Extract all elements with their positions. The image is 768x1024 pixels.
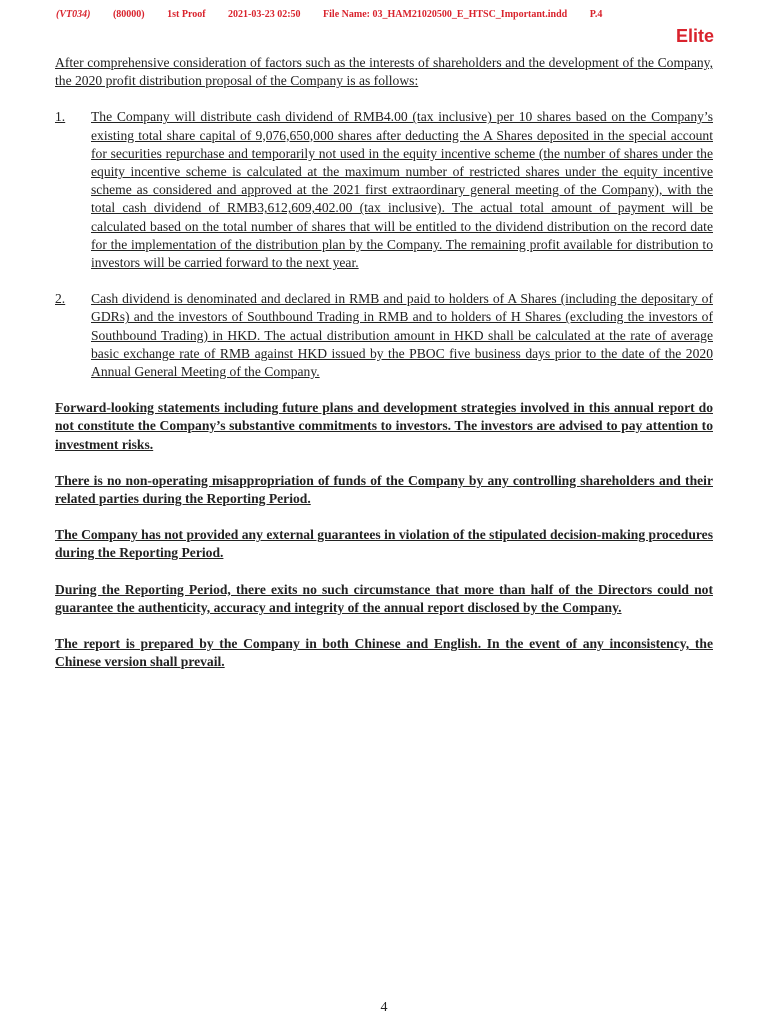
language-statement [55, 635, 713, 671]
proof-job-code: (VT034) [56, 9, 91, 20]
proof-file-name: File Name: 03_HAM21020500_E_HTSC_Important.indd [323, 9, 568, 20]
statement-text: During the Reporting Period, there exits no such circumstance that more than half of the Directors could not guarantee the authenticity, accuracy and integrity of the annual report disclosed by the Company. [55, 581, 713, 615]
statement-text: The report is prepared by the Company in both Chinese and English. In the event of any inconsistency, the Chinese version shall prevail. [55, 636, 713, 670]
list-item [55, 290, 713, 381]
proof-code: (80000) [112, 9, 145, 20]
list-item [55, 108, 713, 272]
proof-header [56, 9, 622, 20]
intro-text: After comprehensive consideration of factors such as the interests of shareholders and the development of the Company, the 2020 profit distribution proposal of the Company is as follows: [55, 55, 713, 89]
document-body [55, 54, 713, 689]
proof-page: P.4 [589, 9, 603, 20]
list-item-text: The Company will distribute cash dividend of RMB4.00 (tax inclusive) per 10 shares based on the Company’s existing total share capital of 9,076,650,000 shares after deducting the A Shares deposited in the special account for securities repurchase and temporarily not used in the equity incentive scheme (the number of shares under the equity incentive scheme is calculated at the maximum number of restricted shares under the equity incentive scheme as considered and approved at the 2021 first extraordinary general meeting of the Company), with the total cash dividend of RMB3,612,609,402.00 (tax inclusive). The actual total amount of payment will be calculated based on the total number of shares that will be entitled to the dividend distribution on the record date for the implementation of the distribution plan by the Company. The remaining profit available for distribution to investors will be carried forward to the next year. [91, 109, 713, 271]
list-item-text: Cash dividend is denominated and declared in RMB and paid to holders of A Shares (including the depositary of GDRs) and the investors of Southbound Trading in RMB and to holders of H Shares (excluding the investors of Southbound Trading) in HKD. The actual distribution amount in HKD shall be calculated at the rate of average basic exchange rate of RMB against HKD issued by the PBOC five business days prior to the date of the 2020 Annual General Meeting of the Company. [91, 291, 713, 380]
forward-looking-statement [55, 399, 713, 454]
list-item-number: 2. [55, 291, 66, 307]
statement-text: There is no non-operating misappropriation of funds of the Company by any controlling shareholders and their related parties during the Reporting Period. [55, 472, 713, 507]
list-item-body [91, 290, 713, 381]
intro-paragraph [55, 54, 713, 90]
misappropriation-statement [55, 472, 713, 508]
page-number: 4 [380, 1000, 388, 1015]
list-item-body [91, 108, 713, 272]
statement-text: The Company has not provided any external guarantees in violation of the stipulated decision-making procedures during the Reporting Period. [55, 527, 713, 561]
guarantee-statement [55, 526, 713, 562]
statement-text: Forward-looking statements including future plans and development strategies involved in this annual report do not constitute the Company’s substantive commitments to investors. The investors are advised to pay attention to investment risks. [55, 400, 713, 452]
list-item-number: 1. [55, 109, 66, 125]
proof-stage: 1st Proof [167, 9, 206, 20]
proof-datetime: 2021-03-23 02:50 [228, 9, 301, 20]
elite-brand: Elite [675, 26, 714, 46]
directors-statement [55, 581, 713, 617]
